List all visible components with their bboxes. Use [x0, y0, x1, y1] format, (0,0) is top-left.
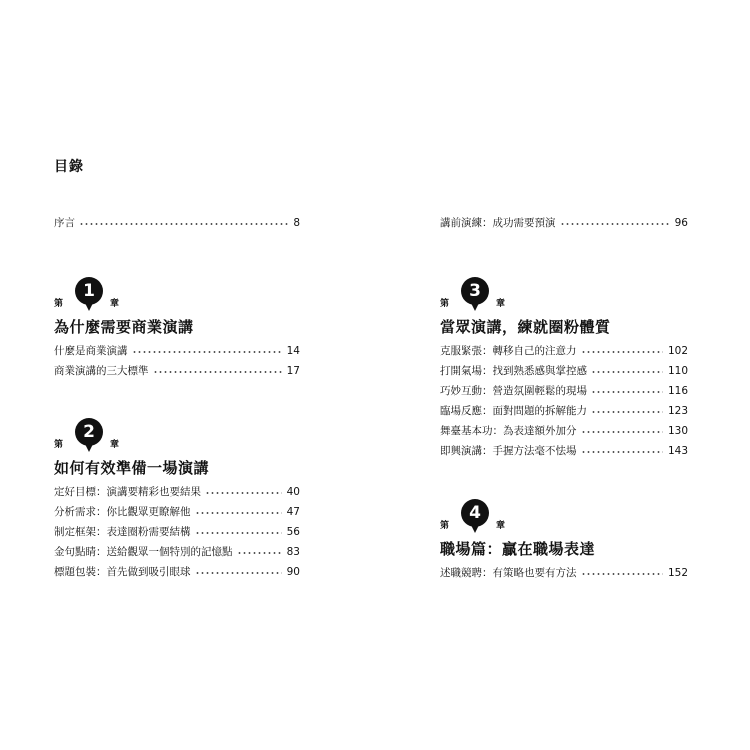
toc-entry-page: 90 — [286, 566, 300, 578]
chapter-prefix: 第 — [54, 299, 64, 309]
toc-entry-page: 152 — [667, 567, 688, 579]
toc-entry-page: 14 — [286, 345, 300, 357]
toc-entry-title: 臨場反應：面對問題的拆解能力 — [440, 405, 587, 417]
toc-entry-title: 打開氣場：找到熟悉感與掌控感 — [440, 365, 587, 377]
dot-leader — [237, 552, 282, 554]
toc-entry-title: 分析需求：你比觀眾更瞭解他 — [54, 506, 191, 518]
toc-entry[interactable] — [440, 343, 688, 359]
page-title: 目錄 — [54, 159, 84, 175]
dot-leader — [132, 351, 282, 353]
toc-entry[interactable] — [54, 363, 300, 379]
chapter-3 — [440, 277, 688, 463]
chapter-4 — [440, 499, 688, 585]
chapter-suffix: 章 — [496, 299, 506, 309]
toc-entry-page: 110 — [667, 365, 688, 377]
toc-entry[interactable] — [54, 343, 300, 359]
chapter-1 — [54, 277, 300, 383]
dot-leader — [195, 532, 282, 534]
toc-entry-title: 巧妙互動：營造氛圍輕鬆的現場 — [440, 385, 587, 397]
toc-entry-title: 述職競聘：有策略也要有方法 — [440, 567, 577, 579]
toc-entry[interactable] — [54, 504, 300, 520]
toc-entry-title: 商業演講的三大標準 — [54, 365, 149, 377]
toc-entry[interactable] — [440, 443, 688, 459]
chapter-entries — [440, 343, 688, 463]
toc-entry-title: 講前演練：成功需要預演 — [440, 217, 556, 229]
dot-leader — [581, 451, 663, 453]
toc-entry-page: 17 — [286, 365, 300, 377]
dot-leader — [195, 512, 282, 514]
chapter-suffix: 章 — [110, 299, 120, 309]
toc-entry[interactable] — [440, 423, 688, 439]
toc-entry-page: 47 — [286, 506, 300, 518]
chapter-number-mark — [440, 499, 688, 533]
chapter-number-badge-icon: 3 — [461, 277, 489, 305]
toc-entry[interactable] — [54, 564, 300, 580]
chapter-2 — [54, 418, 300, 584]
chapter-title: 職場篇：贏在職場表達 — [440, 540, 596, 558]
chapter-number-badge-icon: 1 — [75, 277, 103, 305]
toc-entry-title: 舞臺基本功：為表達額外加分 — [440, 425, 577, 437]
chapter-entries — [54, 343, 300, 383]
toc-entry[interactable] — [440, 403, 688, 419]
dot-leader — [195, 572, 282, 574]
dot-leader — [79, 223, 288, 225]
toc-entry-page: 123 — [667, 405, 688, 417]
toc-entry-rehearsal[interactable] — [440, 215, 688, 231]
toc-entry-title: 即興演講：手握方法毫不怯場 — [440, 445, 577, 457]
chapter-entries — [54, 484, 300, 584]
toc-entry-page: 83 — [286, 546, 300, 558]
toc-entry[interactable] — [54, 544, 300, 560]
toc-entry-page: 116 — [667, 385, 688, 397]
chapter-title: 如何有效準備一場演講 — [54, 459, 210, 477]
toc-entry-page: 8 — [293, 217, 300, 229]
toc-entry-page: 130 — [667, 425, 688, 437]
toc-entry-title: 克服緊張：轉移自己的注意力 — [440, 345, 577, 357]
dot-leader — [153, 371, 282, 373]
dot-leader — [581, 573, 663, 575]
toc-entry-page: 102 — [667, 345, 688, 357]
dot-leader — [205, 492, 282, 494]
chapter-number-mark — [54, 418, 300, 452]
chapter-number-badge-icon: 4 — [461, 499, 489, 527]
chapter-suffix: 章 — [110, 440, 120, 450]
toc-entry-title: 金句點睛：送給觀眾一個特別的記憶點 — [54, 546, 233, 558]
toc-entry-page: 40 — [286, 486, 300, 498]
chapter-prefix: 第 — [440, 299, 450, 309]
chapter-number-badge-icon: 2 — [75, 418, 103, 446]
toc-entry-page: 143 — [667, 445, 688, 457]
dot-leader — [581, 431, 663, 433]
chapter-entries — [440, 565, 688, 585]
dot-leader — [581, 351, 663, 353]
toc-entry[interactable] — [440, 363, 688, 379]
chapter-prefix: 第 — [440, 521, 450, 531]
chapter-suffix: 章 — [496, 521, 506, 531]
toc-entry[interactable] — [54, 484, 300, 500]
toc-entry-title: 序言 — [54, 217, 75, 229]
dot-leader — [591, 411, 663, 413]
dot-leader — [591, 391, 663, 393]
chapter-number-mark — [54, 277, 300, 311]
toc-entry-preface[interactable] — [54, 215, 300, 231]
chapter-prefix: 第 — [54, 440, 64, 450]
toc-entry-title: 定好目標：演講要精彩也要結果 — [54, 486, 201, 498]
toc-entry[interactable] — [54, 524, 300, 540]
toc-entry-title: 制定框架：表達圈粉需要結構 — [54, 526, 191, 538]
toc-entry-page: 96 — [674, 217, 688, 229]
toc-entry-title: 什麼是商業演講 — [54, 345, 128, 357]
toc-entry[interactable] — [440, 383, 688, 399]
dot-leader — [560, 223, 670, 225]
toc-entry[interactable] — [440, 565, 688, 581]
toc-entry-page: 56 — [286, 526, 300, 538]
chapter-number-mark — [440, 277, 688, 311]
dot-leader — [591, 371, 663, 373]
chapter-title: 為什麼需要商業演講 — [54, 318, 194, 336]
chapter-title: 當眾演講，練就圈粉體質 — [440, 318, 611, 336]
toc-entry-title: 標題包裝：首先做到吸引眼球 — [54, 566, 191, 578]
